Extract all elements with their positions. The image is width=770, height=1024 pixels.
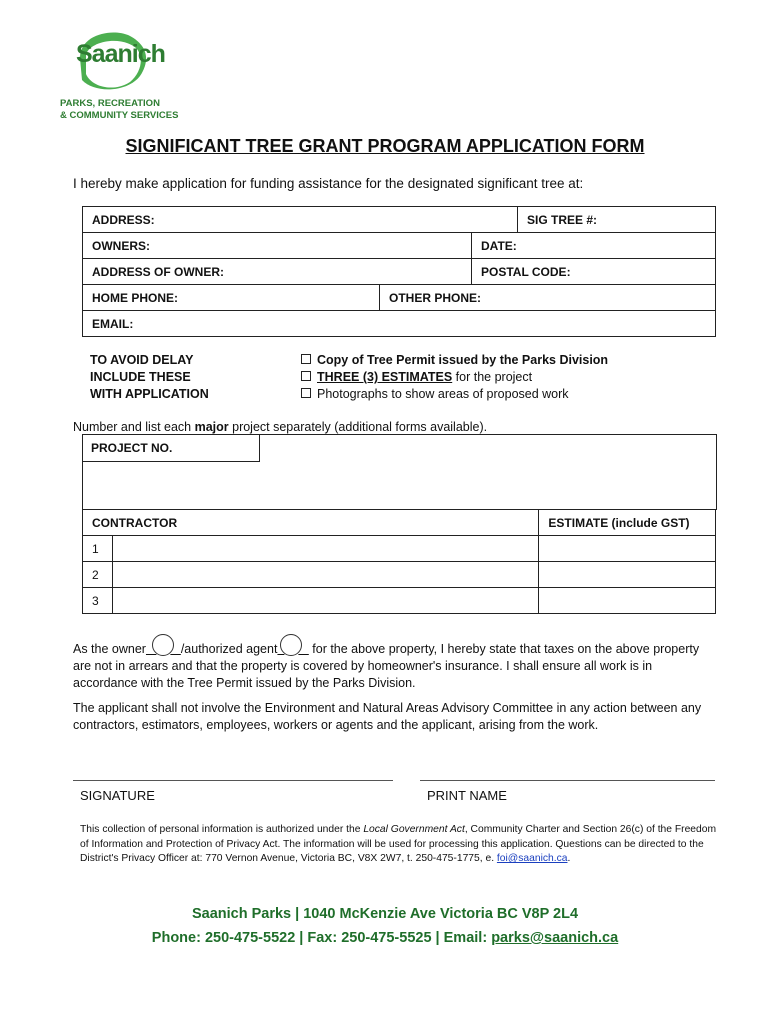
applicant-info-table [82,206,716,233]
row-number: 2 [83,562,113,588]
contractor-cell[interactable] [113,536,539,562]
checklist-photographs: Photographs to show areas of proposed work [317,387,569,401]
foi-email-link[interactable]: foi@saanich.ca [496,853,568,864]
estimate-cell[interactable] [539,536,716,562]
row-number: 1 [83,536,113,562]
checklist-estimates-rest: for the project [452,370,533,384]
phone-row [82,284,716,311]
owners-row [82,232,716,259]
signature-line[interactable] [73,780,393,781]
table-row [83,536,716,562]
numbering-instructions: Number and list each major project separately (additional forms available). [73,420,488,434]
owner-address-row [82,258,716,285]
other-phone-field[interactable]: OTHER PHONE: [380,285,716,311]
email-row [82,310,716,337]
contractor-table [82,509,716,614]
sig-tree-field[interactable]: SIG TREE #: [518,207,716,233]
checkbox-tree-permit[interactable] [301,354,311,364]
contractor-cell[interactable] [113,562,539,588]
agent-select-circle[interactable] [280,634,302,656]
home-phone-field[interactable]: HOME PHONE: [83,285,380,311]
parks-email-link[interactable]: parks@saanich.ca [491,930,619,946]
address-field[interactable]: ADDRESS: [83,207,518,233]
checkbox-estimates[interactable] [301,371,311,381]
owner-select-circle[interactable] [152,634,174,656]
logo-subtitle: PARKS, RECREATION & COMMUNITY SERVICES [60,98,179,121]
row-number: 3 [83,588,113,614]
intro-text: I hereby make application for funding assistance for the designated significant tree at: [73,176,584,191]
involvement-statement: The applicant shall not involve the Environment and Natural Areas Advisory Committee in any action between any contractors, estimators, employees, workers or agents and the applicant, arising from the work. [73,701,702,732]
checklist-tree-permit: Copy of Tree Permit issued by the Parks Division [317,353,609,367]
estimate-cell[interactable] [539,562,716,588]
postal-code-field[interactable]: POSTAL CODE: [472,259,716,285]
form-title: SIGNIFICANT TREE GRANT PROGRAM APPLICATION FORM [125,136,645,156]
footer-address: Saanich Parks | 1040 McKenzie Ave Victoria BC V8P 2L4 [191,906,579,922]
project-no-label: PROJECT NO. [82,434,260,462]
attachment-checklist [301,352,608,403]
contractor-cell[interactable] [113,588,539,614]
estimate-header: ESTIMATE (include GST) [539,510,716,536]
table-row [83,588,716,614]
owners-field[interactable]: OWNERS: [83,233,472,259]
checklist-estimates: THREE (3) ESTIMATES [317,370,453,384]
table-row [83,562,716,588]
print-name-label: PRINT NAME [427,788,507,803]
owner-address-field[interactable]: ADDRESS OF OWNER: [83,259,472,285]
privacy-notice: This collection of personal information is authorized under the Local Government Act, Community Charter and Section 26(c) of the Freedom of Information and Protection of Privacy Act. The information will be used for processing this application. Questions can be directed to the District's Privacy Officer at: 770 Vernon Avenue, Victoria BC, V8X 2W7, t. 250-475-1775, e. foi@saanich.ca. [80,824,717,864]
contractor-header: CONTRACTOR [83,510,539,536]
checkbox-photographs[interactable] [301,388,311,398]
owner-declaration: As the owner /authorized agent for the above property, I hereby state that taxes on the above property are not in arrears and that the property is covered by homeowner's insurance. I shall ensure all work is in accordance with the Tree Permit issued by the Parks Division. [73,634,713,692]
avoid-delay-note: TO AVOID DELAY INCLUDE THESE WITH APPLICATION [90,353,209,401]
print-name-line[interactable] [420,780,715,781]
email-field[interactable]: EMAIL: [83,311,716,337]
date-field[interactable]: DATE: [472,233,716,259]
estimate-cell[interactable] [539,588,716,614]
signature-label: SIGNATURE [80,788,155,803]
saanich-wordmark: Saanich [76,40,165,68]
footer-contact: Phone: 250-475-5522 | Fax: 250-475-5525 | Email: parks@saanich.ca [151,930,619,946]
